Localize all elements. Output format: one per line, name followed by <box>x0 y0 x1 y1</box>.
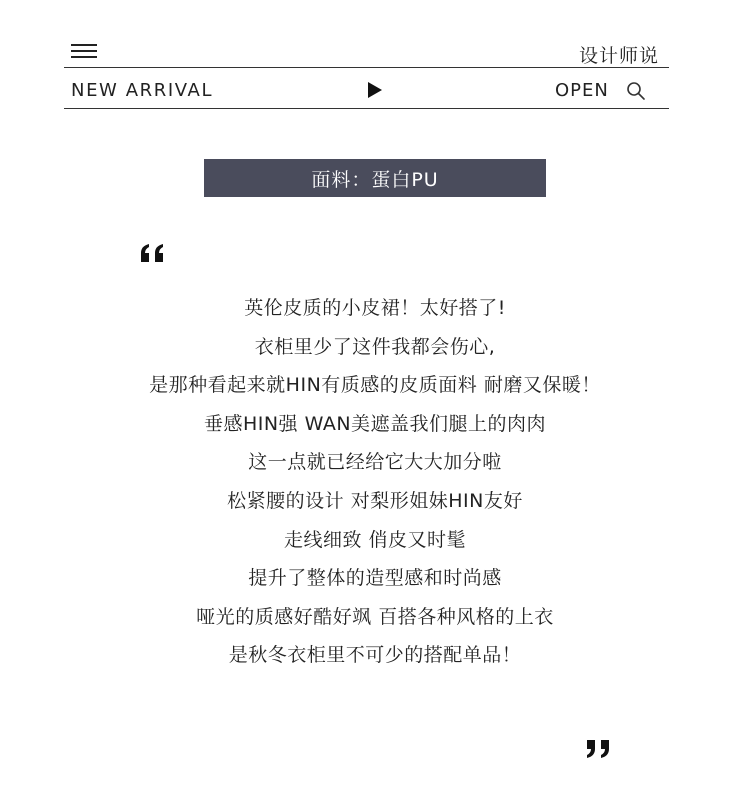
open-quote-icon <box>138 244 166 262</box>
description-line: 这一点就已经给它大大加分啦 <box>248 451 502 474</box>
description-line: 衣柜里少了这件我都会伤心, <box>254 335 496 358</box>
header-divider-bottom <box>64 108 669 109</box>
open-label[interactable]: OPEN <box>555 80 609 101</box>
search-icon[interactable] <box>626 81 646 101</box>
designer-says-link[interactable]: 设计师说 <box>578 45 659 67</box>
description-line: 垂感HIN强 WAN美遮盖我们腿上的肉肉 <box>203 412 547 435</box>
hamburger-menu-icon[interactable] <box>71 44 97 60</box>
description-line: 英伦皮质的小皮裙！太好搭了! <box>244 297 506 319</box>
description-line: 走线细致 俏皮又时髦 <box>283 528 467 551</box>
description-line: 是那种看起来就HIN有质感的皮质面料 耐磨又保暖！ <box>149 374 601 397</box>
header-divider-top <box>64 67 669 68</box>
play-icon[interactable] <box>368 82 382 98</box>
description-line: 哑光的质感好酷好飒 百搭各种风格的上衣 <box>196 605 554 628</box>
product-description <box>0 289 750 675</box>
description-line: 是秋冬衣柜里不可少的搭配单品！ <box>228 644 522 667</box>
fabric-banner <box>204 159 546 197</box>
description-line: 提升了整体的造型感和时尚感 <box>248 567 502 590</box>
fabric-label: 面料：蛋白PU <box>311 168 439 191</box>
new-arrival-label[interactable]: NEW ARRIVAL <box>71 80 214 101</box>
close-quote-icon <box>584 740 612 758</box>
description-line: 松紧腰的设计 对梨形姐妹HIN友好 <box>227 489 523 512</box>
